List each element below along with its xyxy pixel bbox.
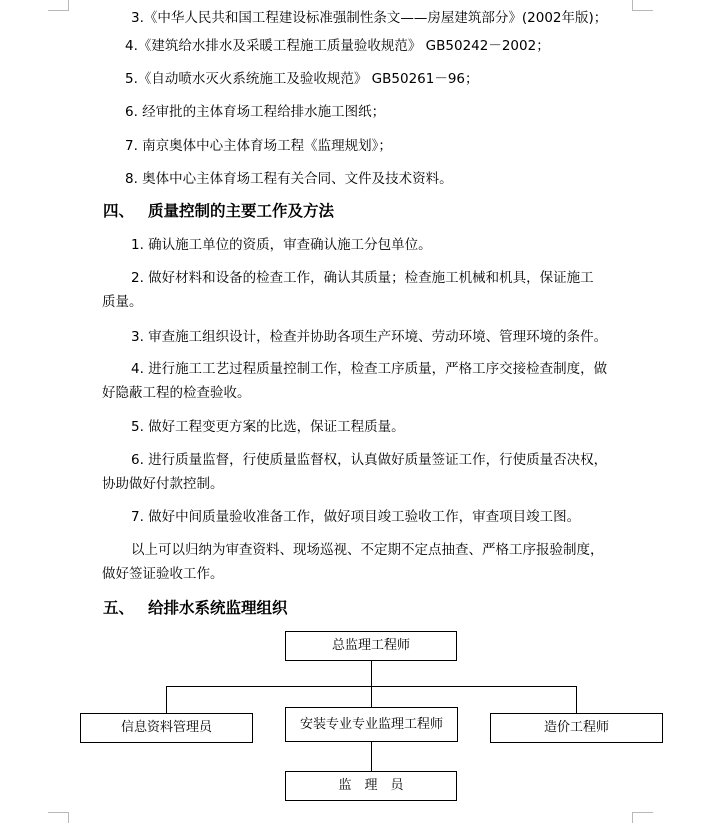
- list-item: 1. 确认施工单位的资质，审查确认施工分包单位。: [131, 237, 432, 253]
- reference-item: 7. 南京奥体中心主体育场工程《监理规划》；: [125, 138, 392, 154]
- page-corner-mark: [48, 812, 69, 823]
- list-item-continuation: 质量。: [102, 294, 143, 310]
- reference-item: 5.《自动喷水灭火系统施工及验收规范》 GB50261－96；: [125, 71, 479, 87]
- connector-line: [166, 686, 577, 687]
- list-item: 7. 做好中间质量验收准备工作，做好项目竣工验收工作，审查项目竣工图。: [131, 509, 581, 525]
- org-box-chief-engineer: 总监理工程师: [285, 631, 457, 661]
- section-number: 五、: [103, 598, 135, 617]
- section-title: 质量控制的主要工作及方法: [148, 201, 335, 220]
- list-item: 3. 审查施工组织设计，检查并协助各项生产环境、劳动环境、管理环境的条件。: [131, 329, 608, 345]
- section-number: 四、: [103, 201, 135, 220]
- section-heading: [103, 201, 334, 221]
- list-item: 5. 做好工程变更方案的比选，保证工程质量。: [131, 419, 405, 435]
- reference-item: 8. 奥体中心主体育场工程有关合同、文件及技术资料。: [125, 171, 453, 187]
- connector-line: [371, 742, 372, 771]
- org-box-supervisor: 监 理 员: [285, 771, 457, 801]
- reference-item: 3.《中华人民共和国工程建设标准强制性条文——房屋建筑部分》(2002年版)；: [131, 10, 608, 26]
- summary-paragraph-continuation: 做好签证验收工作。: [102, 566, 224, 582]
- reference-item: 6. 经审批的主体育场工程给排水施工图纸；: [125, 104, 386, 120]
- page-corner-mark: [48, 0, 69, 11]
- list-item: 6. 进行质量监督，行使质量监督权，认真做好质量签证工作，行使质量否决权，: [131, 452, 608, 468]
- section-title: 给排水系统监理组织: [148, 598, 288, 617]
- connector-line: [371, 661, 372, 707]
- page-corner-mark: [632, 0, 653, 11]
- org-box-info-clerk: 信息资料管理员: [80, 713, 253, 743]
- reference-item: 4.《建筑给水排水及采暖工程施工质量验收规范》 GB50242－2002；: [125, 38, 550, 54]
- list-item-continuation: 协助做好付款控制。: [102, 476, 224, 492]
- org-box-cost-engineer: 造价工程师: [490, 713, 663, 743]
- connector-line: [576, 686, 577, 713]
- connector-line: [166, 686, 167, 713]
- summary-paragraph: 以上可以归纳为审查资料、现场巡视、不定期不定点抽查、严格工序报验制度，: [131, 542, 604, 558]
- section-heading: [103, 598, 288, 618]
- page-corner-mark: [632, 812, 653, 823]
- list-item-continuation: 好隐蔽工程的检查验收。: [102, 385, 251, 401]
- list-item: 4. 进行施工工艺过程质量控制工作，检查工序质量，严格工序交接检查制度，做: [131, 361, 608, 377]
- org-box-install-engineer: 安装专业专业监理工程师: [285, 707, 458, 742]
- list-item: 2. 做好材料和设备的检查工作，确认其质量；检查施工机械和机具，保证施工: [131, 270, 594, 286]
